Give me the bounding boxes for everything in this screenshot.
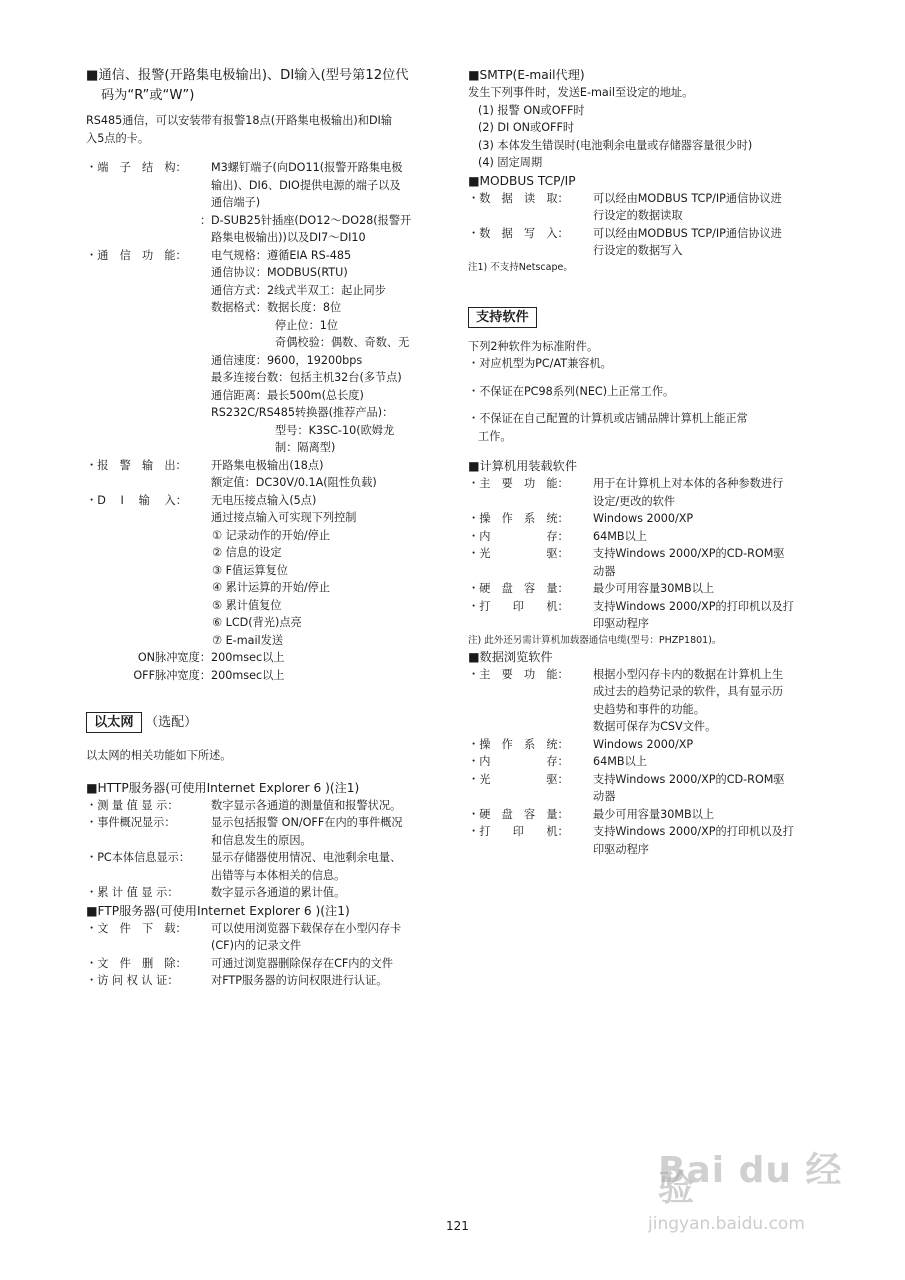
support-box: 支持软件: [468, 307, 537, 328]
http-item: ・测 量 值 显 示： 数字显示各通道的测量值和报警状况。: [86, 798, 402, 812]
support-bullet: ・不保证在PC98系列(NEC)上正常工作。: [468, 384, 675, 398]
smtp-heading: ■SMTP(E-mail代理): [468, 68, 585, 82]
support-bullet: ・对应机型为PC/AT兼容机。: [468, 357, 612, 370]
terminal-spec: ・端 子 结 构： M3螺钉端子(向DO11(报警开路集电极 输出)、DI6、DIO提供电源的端子以及 通信端子): [86, 161, 403, 209]
ftp-item: ・文 件 下 载： 可以使用浏览器下载保存在小型闪存卡 (CF)内的记录文件: [86, 921, 402, 952]
left-column: [86, 66, 448, 990]
comm-intro: RS485通信，可以安装带有报警18点(开路集电极输出)和DI输 入5点的卡。: [86, 114, 393, 145]
viewer-item: ・内 存： 64MB以上: [468, 755, 647, 768]
off-pulse-width: OFF脉冲宽度： 200msec以上: [133, 668, 285, 682]
loader-item: ・打 印 机： 支持Windows 2000/XP的打印机以及打 印驱动程序: [468, 599, 794, 630]
modbus-item: ・数 据 读 取： 可以经由MODBUS TCP/IP通信协议进 行设定的数据读取: [468, 191, 782, 222]
ftp-item: ・文 件 删 除： 可通过浏览器删除保存在CF内的文件: [86, 956, 394, 970]
http-heading: ■HTTP服务器(可使用Internet Explorer 6 )(注1): [86, 780, 360, 795]
viewer-item: ・硬 盘 容 量： 最少可用容量30MB以上: [468, 807, 715, 821]
baidu-watermark: [640, 1150, 860, 1260]
ftp-heading: ■FTP服务器(可使用Internet Explorer 6 )(注1): [86, 903, 350, 918]
support-bullet: ・不保证在自己配置的计算机或店铺品牌计算机上能正常 工作。: [468, 412, 748, 443]
right-column: [468, 66, 828, 858]
page-number: 121: [446, 1219, 469, 1233]
loader-item: ・主 要 功 能： 用于在计算机上对本体的各种参数进行 设定/更改的软件: [468, 477, 784, 508]
terminal-spec-2: ： D-SUB25针插座(DO12～DO28(报警开 路集电极输出))以及DI7～DI10: [200, 213, 412, 244]
modbus-item: ・数 据 写 入： 可以经由MODBUS TCP/IP通信协议进 行设定的数据写入: [468, 226, 782, 257]
on-pulse-width: ON脉冲宽度： 200msec以上: [137, 651, 285, 664]
smtp-intro: 发生下列事件时，发送E-mail至设定的地址。: [468, 86, 694, 99]
viewer-item: ・操 作 系 统： Windows 2000/XP: [468, 737, 694, 751]
comm-alarm-di-heading: ■通信、报警(开路集电极输出)、DI输入(型号第12位代 码为“R”或“W”): [86, 68, 409, 103]
loader-item: ・操 作 系 统： Windows 2000/XP: [468, 512, 694, 525]
smtp-list: [468, 102, 828, 172]
comm-function-spec: ・通 信 功 能： 电气规格：遵循EIA RS-485 通信协议：MODBUS(RTU) 通信方式：2线式半双工：起止同步 数据格式：数据长度：8位 停止位：1位 奇偶校验：偶数、奇数、无 通信速度：9600，19200bps 最多连接台数：包括主机32台(多节点) 通信距离：最长500m(总长度) RS232C/RS485转换器(推荐产品)： 型号：K3SC-10(欧姆龙 制：隔离型): [86, 248, 410, 454]
ethernet-box: 以太网: [86, 712, 142, 733]
watermark-url: jingyan.baidu.com: [648, 1214, 805, 1234]
di-input-spec: ・D I 输 入： 无电压接点输入(5点) 通过接点输入可实现下列控制 ① 记录动作的开始/停止 ② 信息的设定 ③ F值运算复位 ④ 累计运算的开始/停止 ⑤ 累计值复位 ⑥ LCD(背光)点亮 ⑦ E-mail发送: [86, 493, 357, 647]
list-item: (3) 本体发生错误时(电池剩余电量或存储器容量很少时): [478, 138, 753, 152]
list-item: (4) 固定周期: [478, 156, 543, 169]
loader-heading: ■计算机用装载软件: [468, 459, 578, 473]
note-netscape: 注1) 不支持Netscape。: [468, 261, 573, 273]
alarm-output-spec: ・报 警 输 出： 开路集电极输出(18点) 额定值：DC30V/0.1A(阻性负载): [86, 458, 377, 489]
viewer-item: ・打 印 机： 支持Windows 2000/XP的打印机以及打 印驱动程序: [468, 825, 794, 856]
support-intro: 下列2种软件为标准附件。: [468, 339, 599, 353]
loader-item: ・硬 盘 容 量： 最少可用容量30MB以上: [468, 582, 715, 595]
viewer-item: ・主 要 功 能： 根据小型闪存卡内的数据在计算机上生 成过去的趋势记录的软件，具有显示历 史趋势和事件的功能。 数据可保存为CSV文件。: [468, 667, 784, 733]
list-item: (1) 报警 ON或OFF时: [478, 103, 585, 117]
viewer-heading: ■数据浏览软件: [468, 649, 553, 664]
ethernet-intro: 以太网的相关功能如下所述。: [86, 749, 232, 762]
loader-item: ・光 驱： 支持Windows 2000/XP的CD-ROM驱 动器: [468, 547, 785, 578]
viewer-item: ・光 驱： 支持Windows 2000/XP的CD-ROM驱 动器: [468, 772, 785, 803]
http-item: ・累 计 值 显 示： 数字显示各通道的累计值。: [86, 886, 346, 899]
watermark-logo: Bai du 经验: [658, 1150, 843, 1209]
list-item: (2) DI ON或OFF时: [478, 121, 575, 134]
modbus-heading: ■MODBUS TCP/IP: [468, 173, 576, 188]
loader-item: ・内 存： 64MB以上: [468, 529, 647, 543]
support-software-title: [468, 307, 828, 328]
ftp-item: ・访 问 权 认 证： 对FTP服务器的访问权限进行认证。: [86, 974, 388, 987]
http-item: ・事件概况显示： 显示包括报警 ON/OFF在内的事件概况 和信息发生的原因。: [86, 816, 403, 847]
note-cable: 注) 此外还另需计算机加载器通信电缆(型号：PHZP1801)。: [468, 634, 722, 646]
ethernet-section-title: 以太网 （选配）: [86, 712, 448, 733]
http-item: ・PC本体信息显示： 显示存储器使用情况、电池剩余电量、 出错等与本体相关的信息。: [86, 851, 402, 882]
